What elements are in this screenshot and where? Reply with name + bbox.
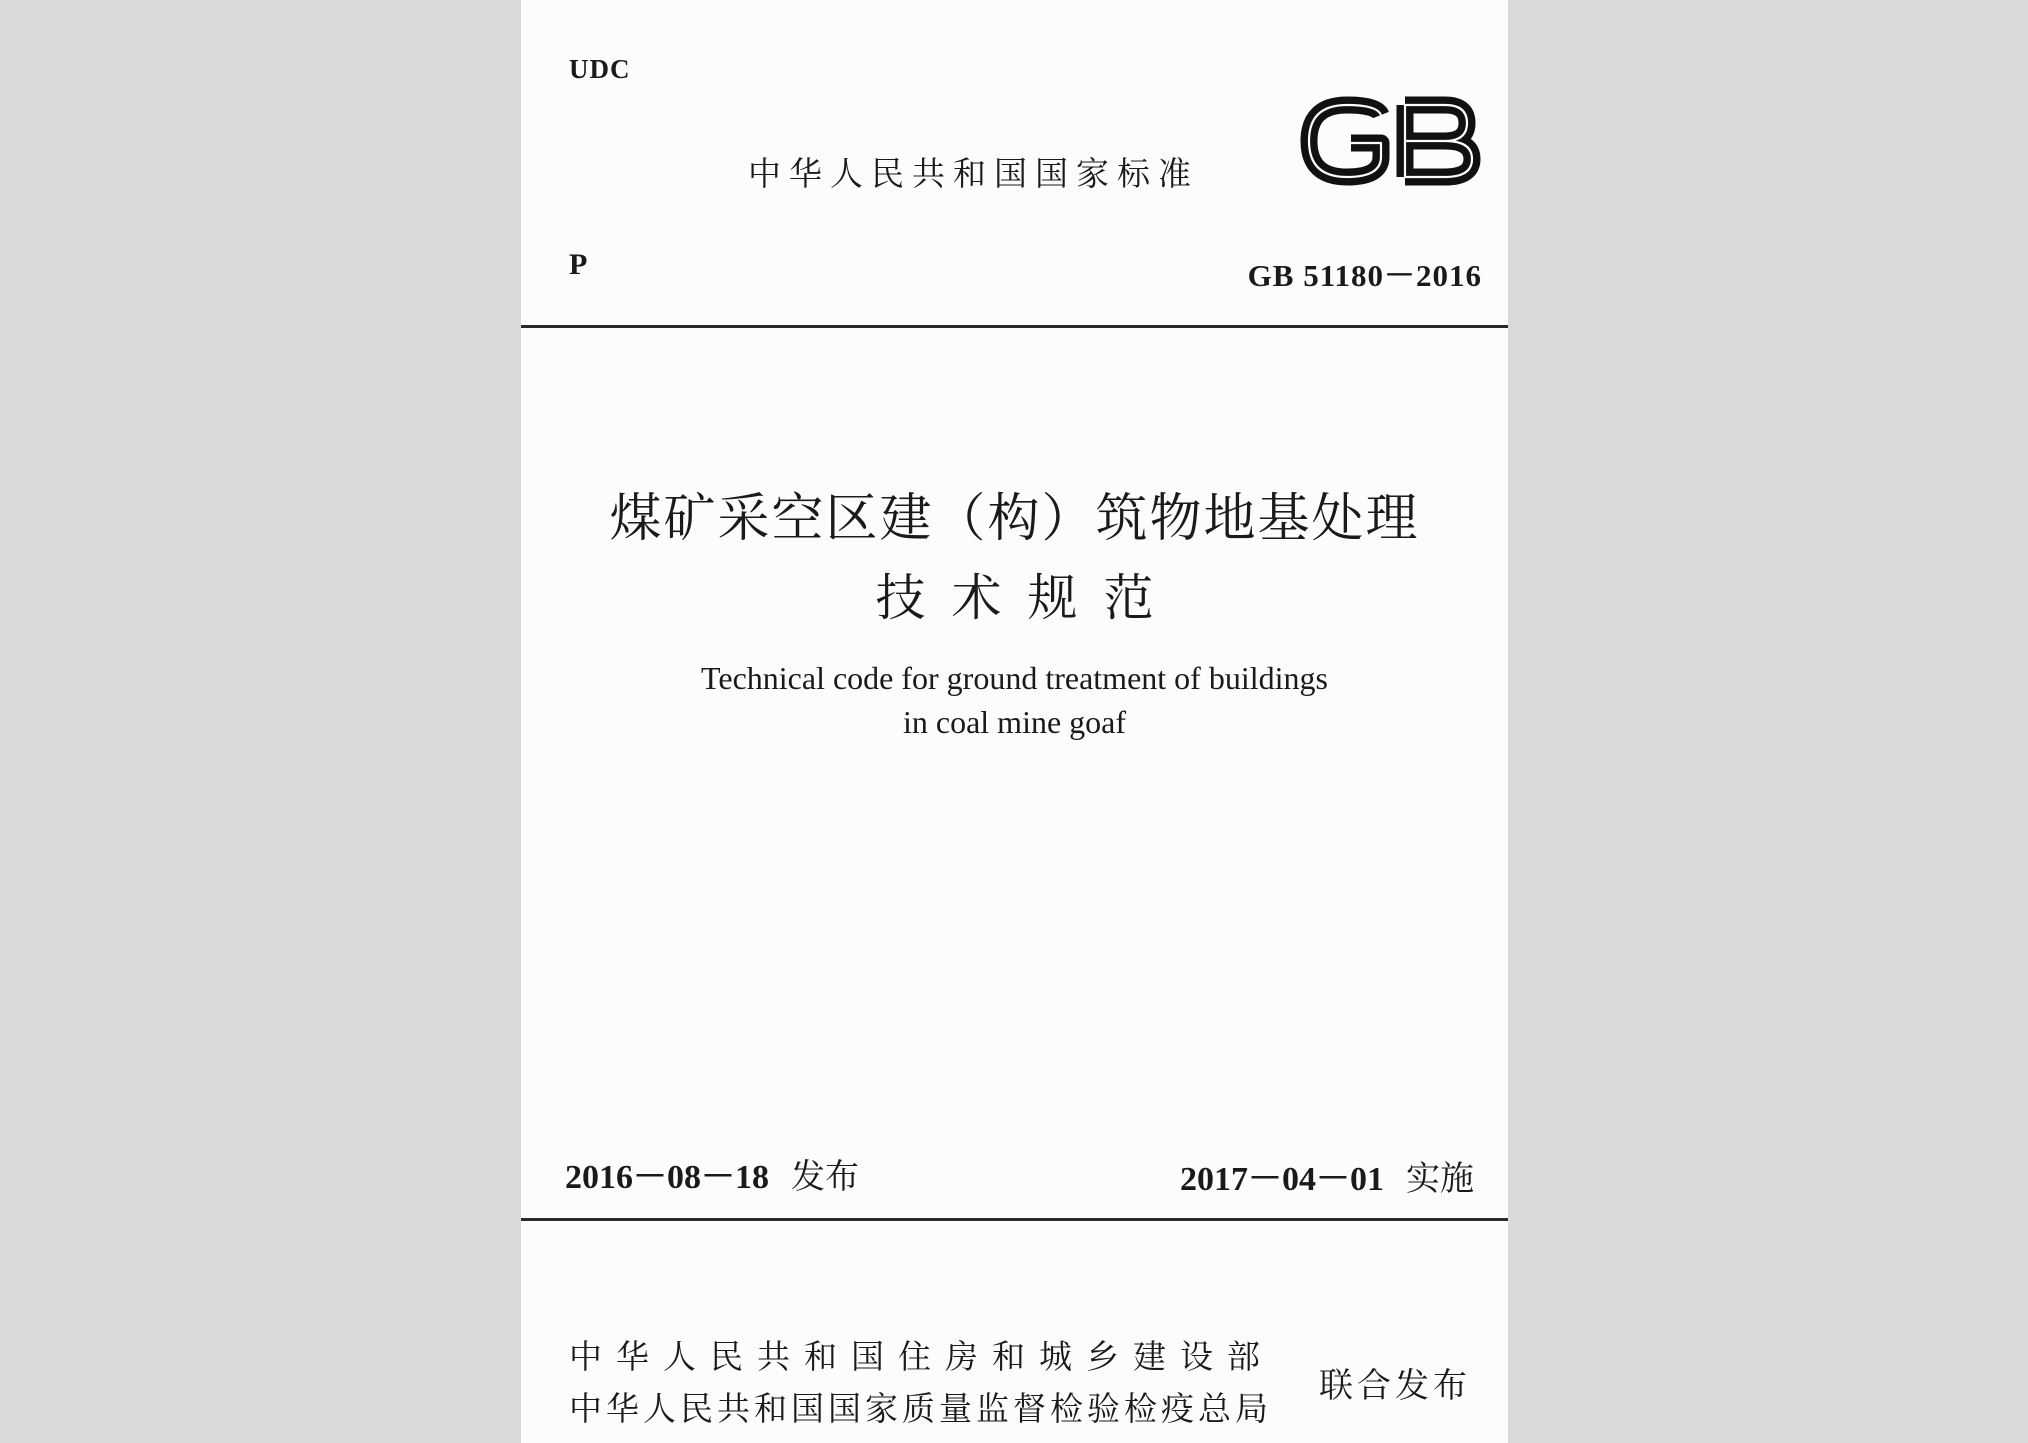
title-chinese-line2: 技术规范 bbox=[875, 570, 1180, 626]
gb-logo-icon bbox=[1297, 95, 1483, 187]
publisher-agency-quality: 中华人民共和国国家质量监督检验检疫总局 bbox=[569, 1389, 1272, 1428]
issue-date-block bbox=[565, 1149, 859, 1198]
classification-code: P bbox=[569, 248, 588, 281]
implement-date-block bbox=[1180, 1151, 1474, 1200]
standard-number: GB 51180－2016 bbox=[1247, 258, 1482, 293]
publisher-agency-housing: 中华人民共和国住房和城乡建设部 bbox=[569, 1337, 1274, 1376]
joint-publish-label: 联合发布 bbox=[1319, 1366, 1471, 1406]
implement-date: 2017－04－01 bbox=[1180, 1161, 1384, 1198]
title-english-line2: in coal mine goaf bbox=[902, 704, 1127, 740]
issue-label: 发布 bbox=[791, 1157, 859, 1197]
document-cover-page bbox=[521, 0, 1508, 1443]
udc-label: UDC bbox=[569, 54, 631, 84]
bottom-divider bbox=[521, 1218, 1508, 1221]
top-divider bbox=[521, 325, 1508, 328]
title-english-line1: Technical code for ground treatment of buildings bbox=[701, 660, 1328, 696]
issue-date: 2016－08－18 bbox=[565, 1159, 769, 1196]
standard-type-heading: 中华人民共和国国家标准 bbox=[748, 154, 1199, 193]
implement-label: 实施 bbox=[1406, 1159, 1474, 1199]
title-chinese-line1: 煤矿采空区建（构）筑物地基处理 bbox=[609, 491, 1420, 548]
